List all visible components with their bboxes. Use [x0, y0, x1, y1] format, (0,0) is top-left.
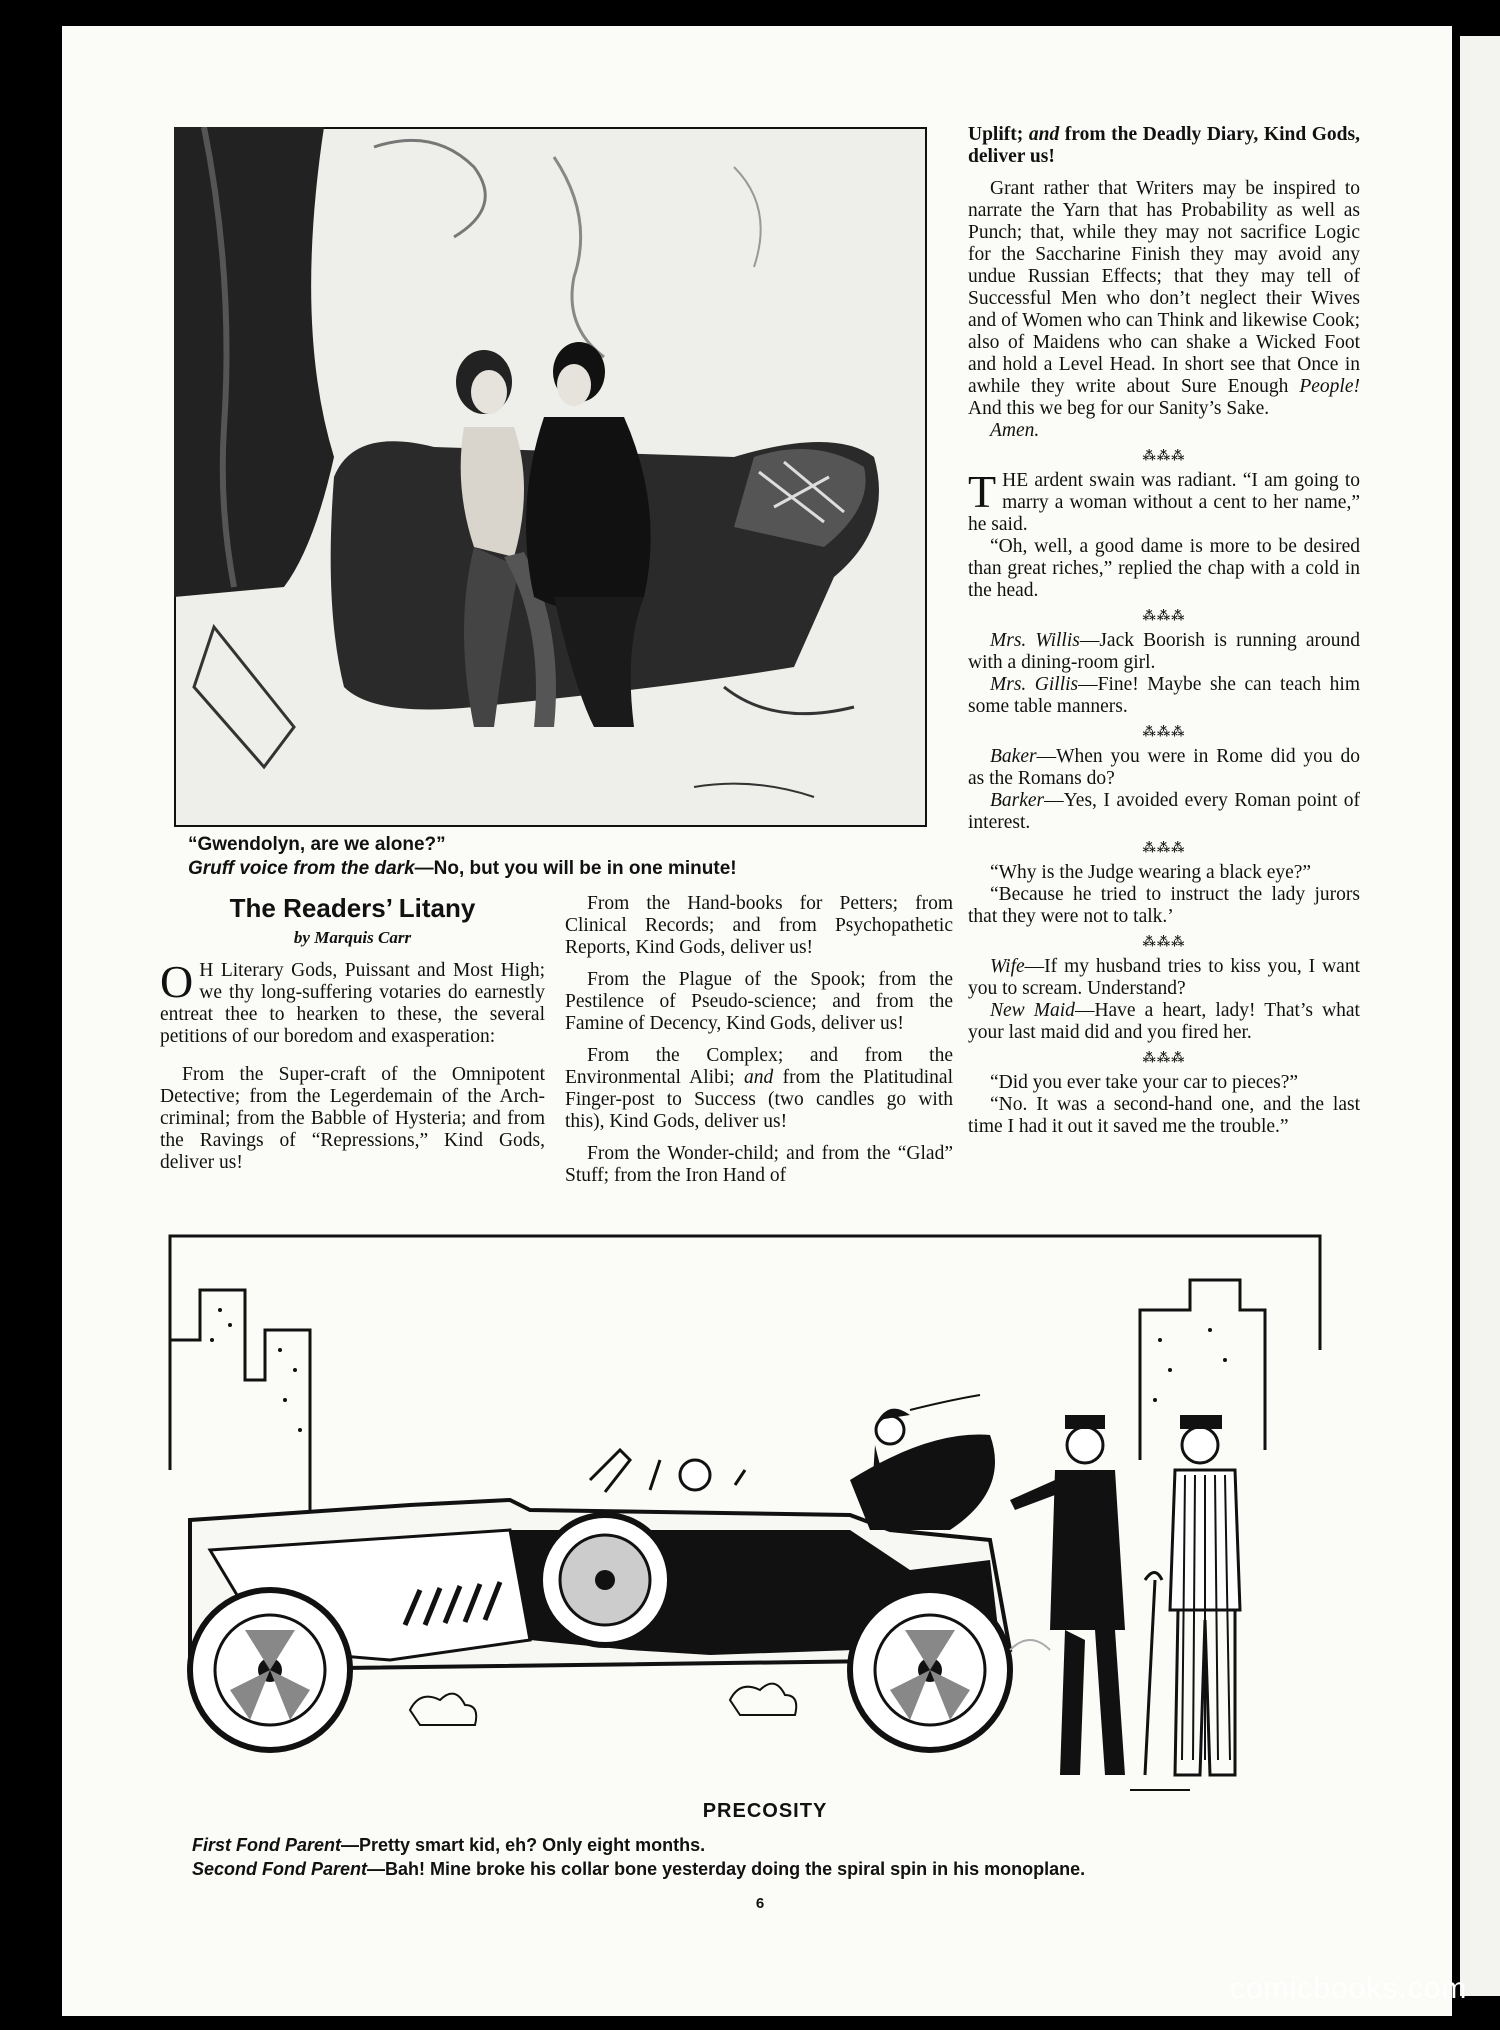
article-paragraph-7-a: Uplift;: [968, 124, 1024, 145]
joke-4-question: “Why is the Judge wearing a black eye?”: [990, 862, 1312, 883]
article-byline: by Marquis Carr: [293, 928, 412, 947]
page-number: 6: [755, 1895, 765, 1912]
joke-1-text: HE ardent swain was radiant. “I am going to marry a woman without a cent to her name,” he said.: [968, 470, 1360, 535]
article-paragraph-5-and: and: [744, 1067, 774, 1088]
article-closing-amen: Amen.: [990, 420, 1040, 441]
joke-3-text-2: —Yes, I avoided every Roman point of interest.: [968, 790, 1360, 833]
caption-line-2-text: —No, but you will be in one minute!: [414, 858, 737, 879]
cartoon-caption: [192, 1833, 1392, 1881]
article-paragraph-5-a: From the Complex; and from the Environmental Alibi;: [565, 1045, 953, 1088]
joke-3-speaker-1: Baker: [990, 746, 1037, 767]
joke-2-text-1: —Jack Boorish is running around with a dining-room girl.: [968, 630, 1360, 673]
article-paragraph-5-b: from the Platitudinal Finger-post to Success (two candles go with this), Kind Gods, deliver us!: [565, 1067, 953, 1132]
joke-4-answer: “Because he tried to instruct the lady jurors that they were not to talk.’: [968, 884, 1360, 927]
cartoon-speaker-1: First Fond Parent: [192, 1835, 342, 1855]
joke-2-text-2: —Fine! Maybe she can teach him some table manners.: [968, 674, 1360, 717]
separator-ornament: ⁂⁂⁂: [1142, 1050, 1186, 1065]
cartoon-text-2: —Bah! Mine broke his collar bone yesterday doing the spiral spin in his monoplane.: [367, 1859, 1086, 1879]
front-wheel: [190, 1590, 350, 1750]
cartoon-car-illustration: [150, 1230, 1325, 1795]
joke-3-speaker-2: Barker: [990, 790, 1045, 811]
article-paragraph-1: [160, 956, 545, 1048]
joke-5-text-2: —Have a heart, lady! That’s what your last maid did and you fired her.: [968, 1000, 1360, 1043]
joke-2-speaker-1: Mrs. Willis: [990, 630, 1080, 651]
cartoon-line-1: [192, 1833, 1392, 1857]
article-paragraph-3: From the Hand-books for Petters; from Clinical Records; and from Psychopathetic Reports, Kind Gods, deliver us!: [565, 893, 953, 958]
article-column-2: [565, 893, 953, 1187]
couple-sketch: [174, 127, 927, 827]
joke-3-line-2: [968, 790, 1360, 834]
joke-3-text-1: —When you were in Rome did you do as the Romans do?: [968, 746, 1360, 789]
joke-2-line-1: [968, 630, 1360, 674]
cartoon-speaker-2: Second Fond Parent: [192, 1859, 368, 1879]
joke-5-line-1: [968, 956, 1360, 1000]
illustration-caption: [188, 833, 948, 881]
article-paragraph-8-a: Grant rather that Writers may be inspired to narrate the Yarn that has Probability as well as Punch; that, while they may not sacrifice Logic for the Saccharine Finish they may avoid any undue Russian Effects; that they may tell of Successful Men who don’t neglect their Wives and of Women who can Think and likewise Cook; also of Maidens who can shake a Wicked Foot and hold a Level Head. In short see that Once in awhile they write about Sure Enough: [968, 178, 1360, 397]
article-title: The Readers’ Litany: [229, 893, 476, 923]
drop-cap-o: O: [160, 956, 194, 1007]
joke-5-text-1: —If my husband tries to kiss you, I want you to scream. Understand?: [968, 956, 1360, 999]
article-paragraph-8-b: And this we beg for our Sanity’s Sake.: [968, 398, 1270, 419]
article-paragraph-2: From the Super-craft of the Omnipotent Detective; from the Legerdemain of the Arch-criminal; from the Babble of Hysteria; and from the Ravings of “Repressions,” Kind Gods, deliver us!: [160, 1064, 545, 1173]
joke-1-reply: “Oh, well, a good dame is more to be desired than great riches,” replied the chap with a cold in the head.: [968, 536, 1360, 601]
joke-2-line-2: [968, 674, 1360, 718]
joke-6-answer: “No. It was a second-hand one, and the last time I had it out it saved me the trouble.”: [968, 1094, 1360, 1137]
rear-wheel: [850, 1590, 1010, 1750]
caption-line-1: “Gwendolyn, are we alone?”: [188, 834, 446, 855]
next-page-edge: [1460, 36, 1500, 1996]
article-paragraph-8: [968, 178, 1360, 420]
separator-ornament: ⁂⁂⁂: [1142, 724, 1186, 739]
article-column-3: [968, 124, 1360, 1138]
cartoon-line-2: [192, 1857, 1392, 1881]
article-paragraph-8-people: People!: [1299, 376, 1360, 397]
car-drawing: [150, 1230, 1325, 1795]
joke-2-speaker-2: Mrs. Gillis: [990, 674, 1079, 695]
illustration-couple: [174, 127, 927, 827]
separator-ornament: ⁂⁂⁂: [1142, 448, 1186, 463]
joke-1: [968, 466, 1360, 536]
article-paragraph-5: [565, 1045, 953, 1133]
separator-ornament: ⁂⁂⁂: [1142, 840, 1186, 855]
joke-5-line-2: [968, 1000, 1360, 1044]
joke-5-speaker-2: New Maid: [990, 1000, 1075, 1021]
article-paragraph-6: From the Wonder-child; and from the “Glad” Stuff; from the Iron Hand of: [565, 1143, 953, 1186]
joke-3-line-1: [968, 746, 1360, 790]
separator-ornament: ⁂⁂⁂: [1142, 934, 1186, 949]
site-watermark: comicbooks.com: [1230, 1972, 1468, 2005]
caption-line-2: [188, 857, 948, 881]
article-column-1: [160, 893, 545, 1174]
article-paragraph-7: [968, 124, 1360, 168]
joke-6-question: “Did you ever take your car to pieces?”: [990, 1072, 1299, 1093]
article-paragraph-7-and: and: [1028, 124, 1060, 145]
separator-ornament: ⁂⁂⁂: [1142, 608, 1186, 623]
joke-5-speaker-1: Wife: [990, 956, 1025, 977]
article-paragraph-7-b: from the Deadly Diary, Kind Gods, deliver us!: [968, 124, 1360, 167]
article-paragraph-4: From the Plague of the Spook; from the Pestilence of Pseudo-science; and from the Famine of Decency, Kind Gods, deliver us!: [565, 969, 953, 1034]
cartoon-title: PRECOSITY: [702, 1800, 828, 1822]
cartoon-text-1: —Pretty smart kid, eh? Only eight months.: [341, 1835, 706, 1855]
drop-cap-t: T: [968, 466, 997, 517]
article-paragraph-1-text: H Literary Gods, Puissant and Most High; we thy long-suffering votaries do earnestly entreat thee to hearken to these, the several petitions of our boredom and exasperation:: [160, 960, 545, 1047]
caption-speaker: Gruff voice from the dark: [188, 858, 415, 879]
